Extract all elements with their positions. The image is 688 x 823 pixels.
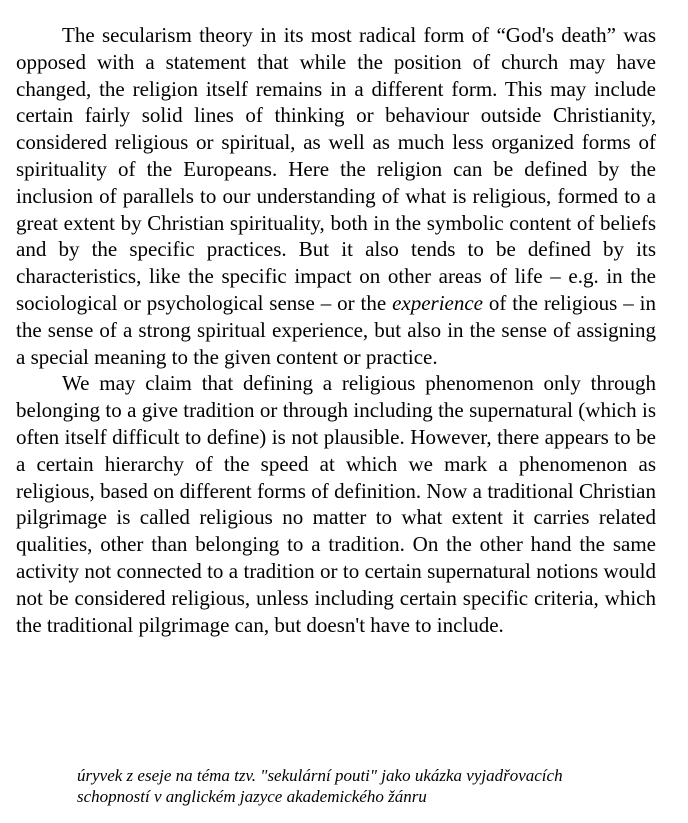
emphasis-experience: experience <box>392 290 483 315</box>
paragraph-1-text-before: The secularism theory in its most radical form of “God's death” was opposed with a statement that while the position of church may have changed, the religion itself remains in a different form. This may include certain fairly solid lines of thinking or behaviour outside Christianity, considered religious or spiritual, as well as much less organized forms of spirituality of the Europeans. Here the religion can be defined by the inclusion of parallels to our understanding of what is religious, formed to a great extent by Christian spirituality, both in the symbolic content of beliefs and by the specific practices. But it also tends to be defined by its characteristics, like the specific impact on other areas of life – e.g. in the sociological or psychological sense – or the <box>16 23 656 315</box>
essay-text <box>16 22 656 638</box>
paragraph-2: We may claim that defining a religious phenomenon only through belonging to a give tradition or through including the supernatural (which is often itself difficult to define) is not plausible. However, there appears to be a certain hierarchy of the speed at which we mark a phenomenon as religious, based on different forms of definition. Now a traditional Christian pilgrimage is called religious no matter to what extent it carries related qualities, other than belonging to a tradition. On the other hand the same activity not connected to a tradition or to certain supernatural notions would not be considered religious, unless including certain specific criteria, which the traditional pilgrimage can, but doesn't have to include. <box>16 371 656 637</box>
caption-line-2: schopností v anglickém jazyce akademického žánru <box>77 786 427 806</box>
caption <box>77 766 677 807</box>
paragraph-1 <box>16 22 656 370</box>
paragraph-1-text-after: of the religious – in the sense of a strong spiritual experience, but also in the sense of assigning a special meaning to the given content or practice. <box>16 290 656 369</box>
caption-line-1: úryvek z eseje na téma tzv. "sekulární pouti" jako ukázka vyjadřovacích <box>77 766 563 785</box>
document-body <box>16 22 656 638</box>
